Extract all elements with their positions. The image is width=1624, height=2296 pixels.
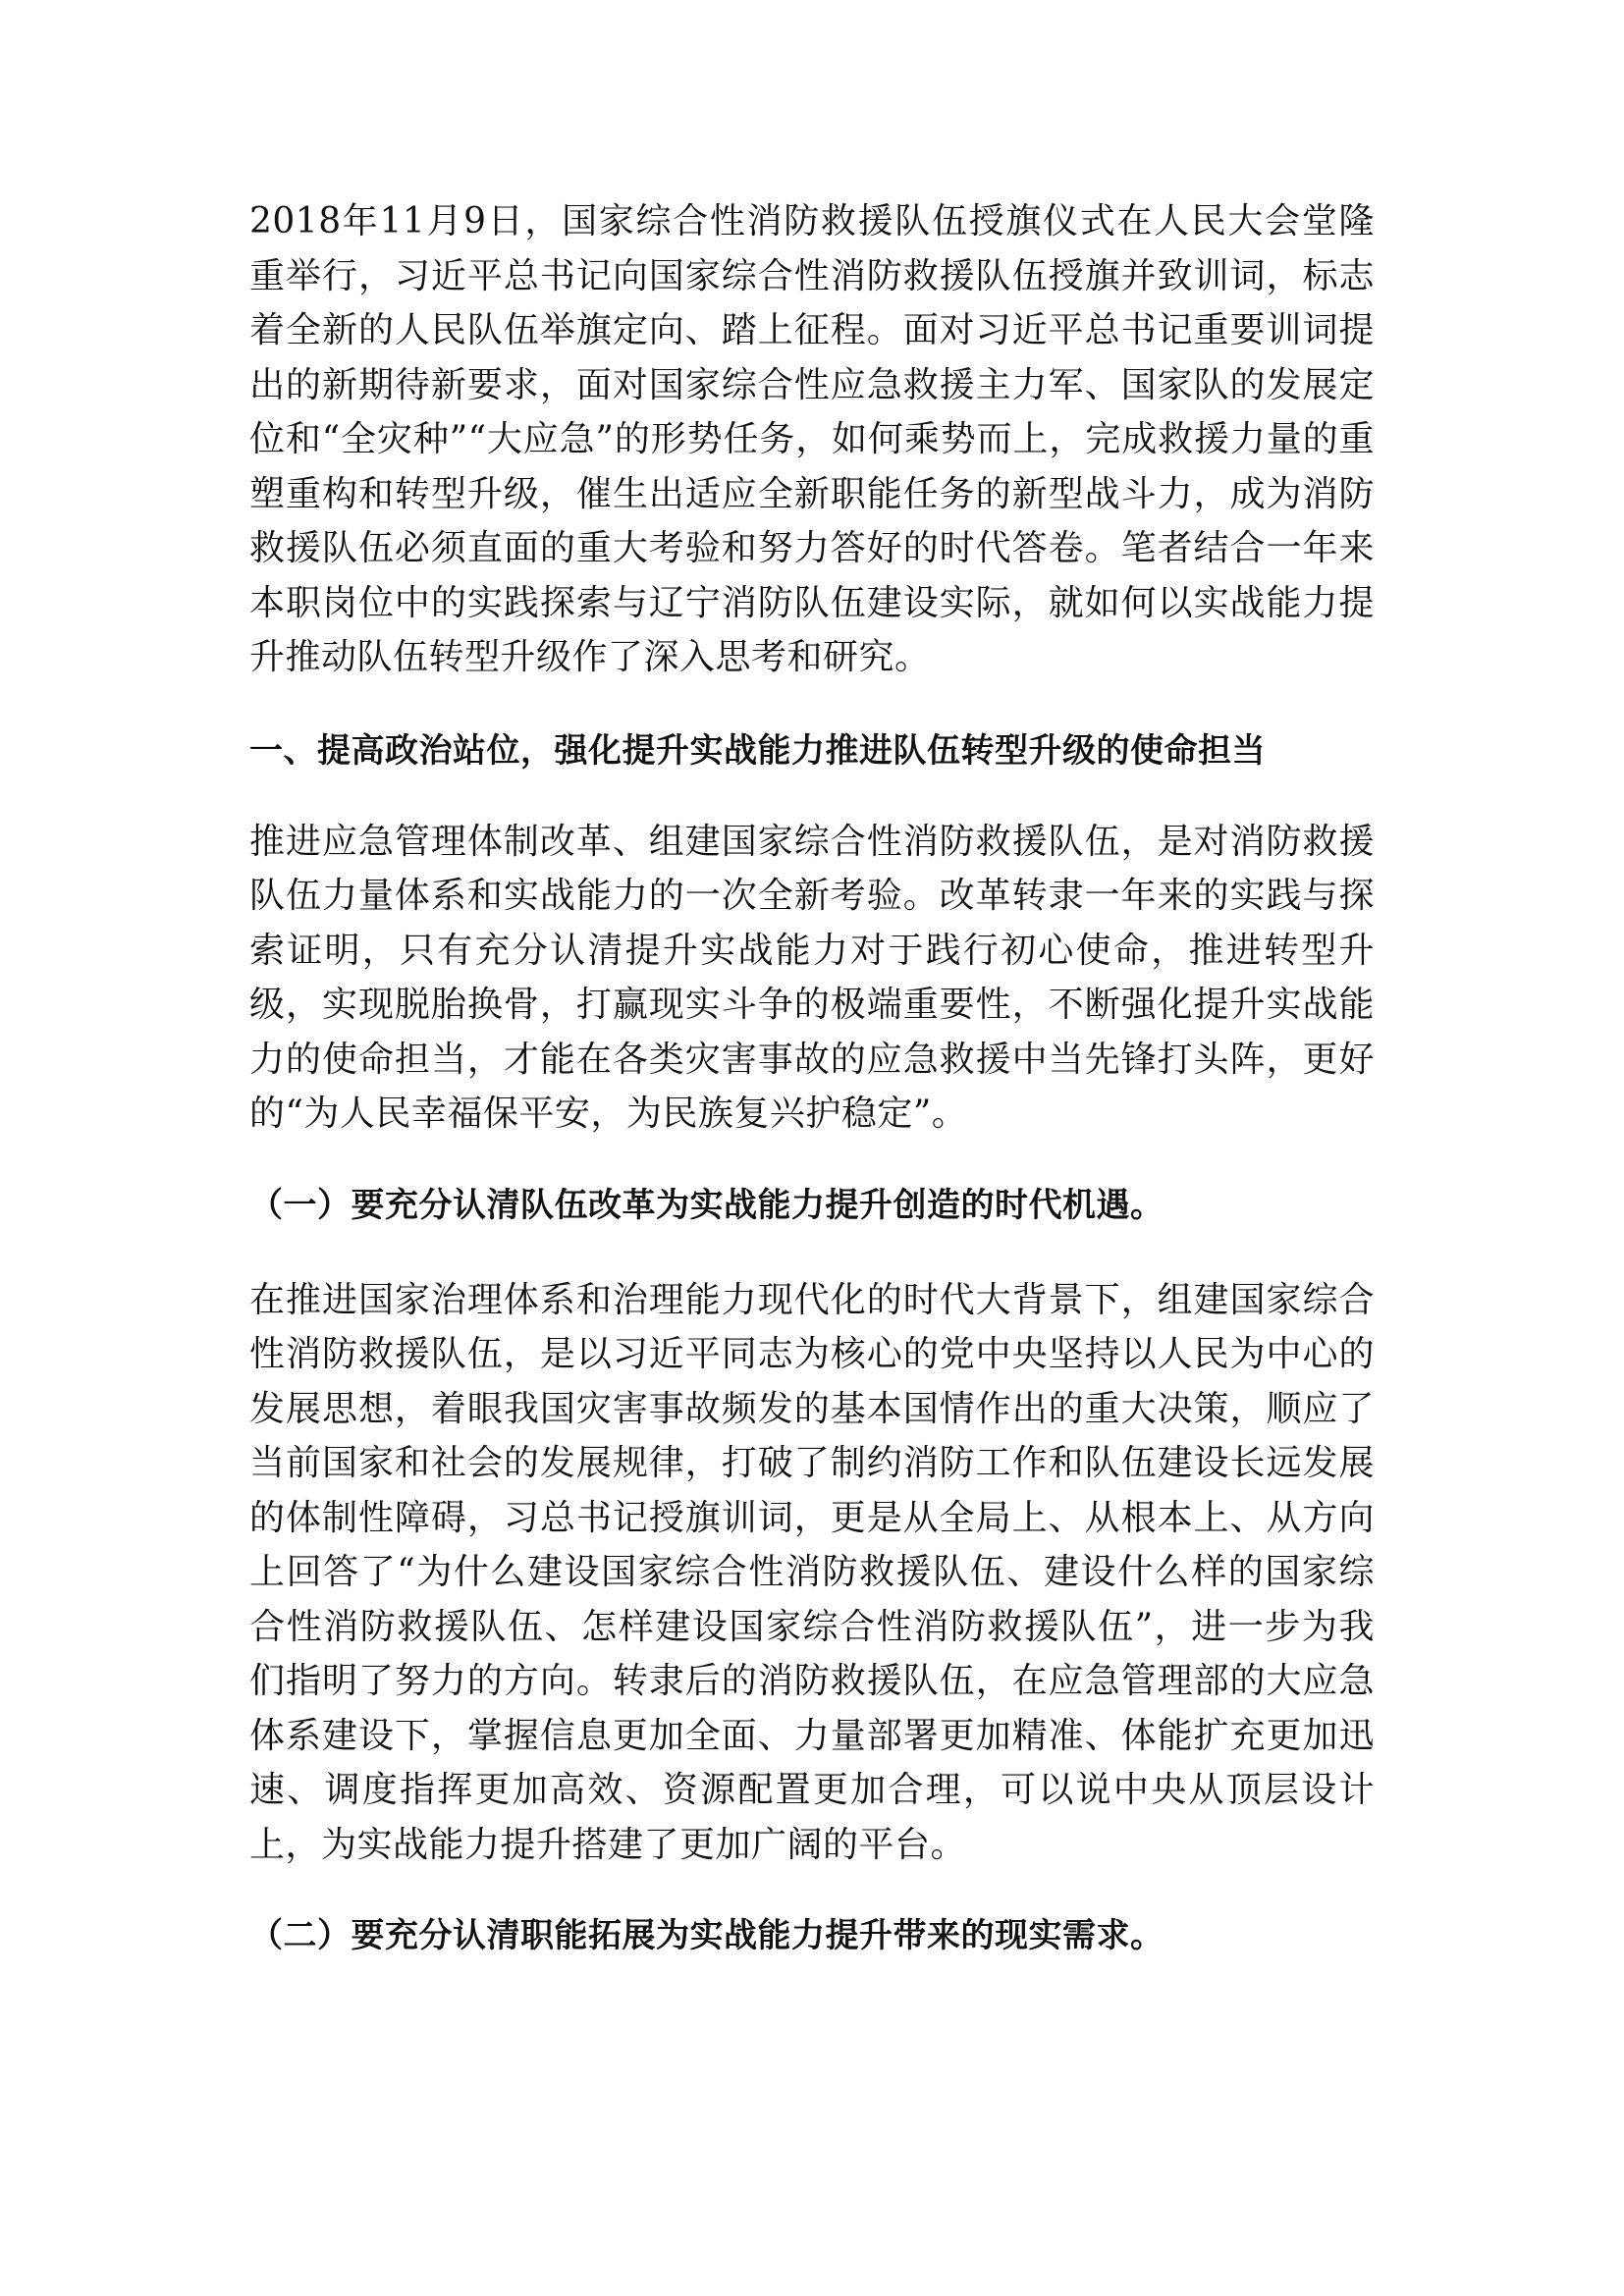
- subsection-heading-1: （一）要充分认清队伍改革为实战能力提升创造的时代机遇。: [249, 1185, 1164, 1225]
- document-body: [249, 194, 1375, 1960]
- section-1-paragraph: 推进应急管理体制改革、组建国家综合性消防救援队伍，是对消防救援队伍力量体系和实战能力的一次全新考验。改革转隶一年来的实践与探索证明，只有充分认清提升实战能力对于践行初心使命，推进转型升级，实现脱胎换骨，打赢现实斗争的极端重要性，不断强化提升实战能力的使命担当，才能在各类灾害事故的应急救援中当先锋打头阵，更好的“为人民幸福保平安，为民族复兴护稳定”。: [249, 821, 1375, 1134]
- intro-paragraph: 2018年11月9日，国家综合性消防救援队伍授旗仪式在人民大会堂隆重举行，习近平总书记向国家综合性消防救援队伍授旗并致训词，标志着全新的人民队伍举旗定向、踏上征程。面对习近平总书记重要训词提出的新期待新要求，面对国家综合性应急救援主力军、国家队的发展定位和“全灾种”“大应急”的形势任务，如何乘势而上，完成救援力量的重塑重构和转型升级，催生出适应全新职能任务的新型战斗力，成为消防救援队伍必须直面的重大考验和努力答好的时代答卷。笔者结合一年来本职岗位中的实践探索与辽宁消防队伍建设实际，就如何以实战能力提升推动队伍转型升级作了深入思考和研究。: [249, 201, 1375, 677]
- subsection-heading-2: （二）要充分认清职能拓展为实战能力提升带来的现实需求。: [249, 1916, 1164, 1955]
- section-heading-1: 一、提高政治站位，强化提升实战能力推进队伍转型升级的使命担当: [249, 730, 1266, 771]
- subsection-1-paragraph: 在推进国家治理体系和治理能力现代化的时代大背景下，组建国家综合性消防救援队伍，是以习近平同志为核心的党中央坚持以人民为中心的发展思想，着眼我国灾害事故频发的基本国情作出的重大决策，顺应了当前国家和社会的发展规律，打破了制约消防工作和队伍建设长远发展的体制性障碍，习总书记授旗训词，更是从全局上、从根本上、从方向上回答了“为什么建设国家综合性消防救援队伍、建设什么样的国家综合性消防救援队伍、怎样建设国家综合性消防救援队伍”，进一步为我们指明了努力的方向。转隶后的消防救援队伍，在应急管理部的大应急体系建设下，掌握信息更加全面、力量部署更加精准、体能扩充更加迅速、调度指挥更加高效、资源配置更加合理，可以说中央从顶层设计上，为实战能力提升搭建了更加广阔的平台。: [249, 1279, 1375, 1865]
